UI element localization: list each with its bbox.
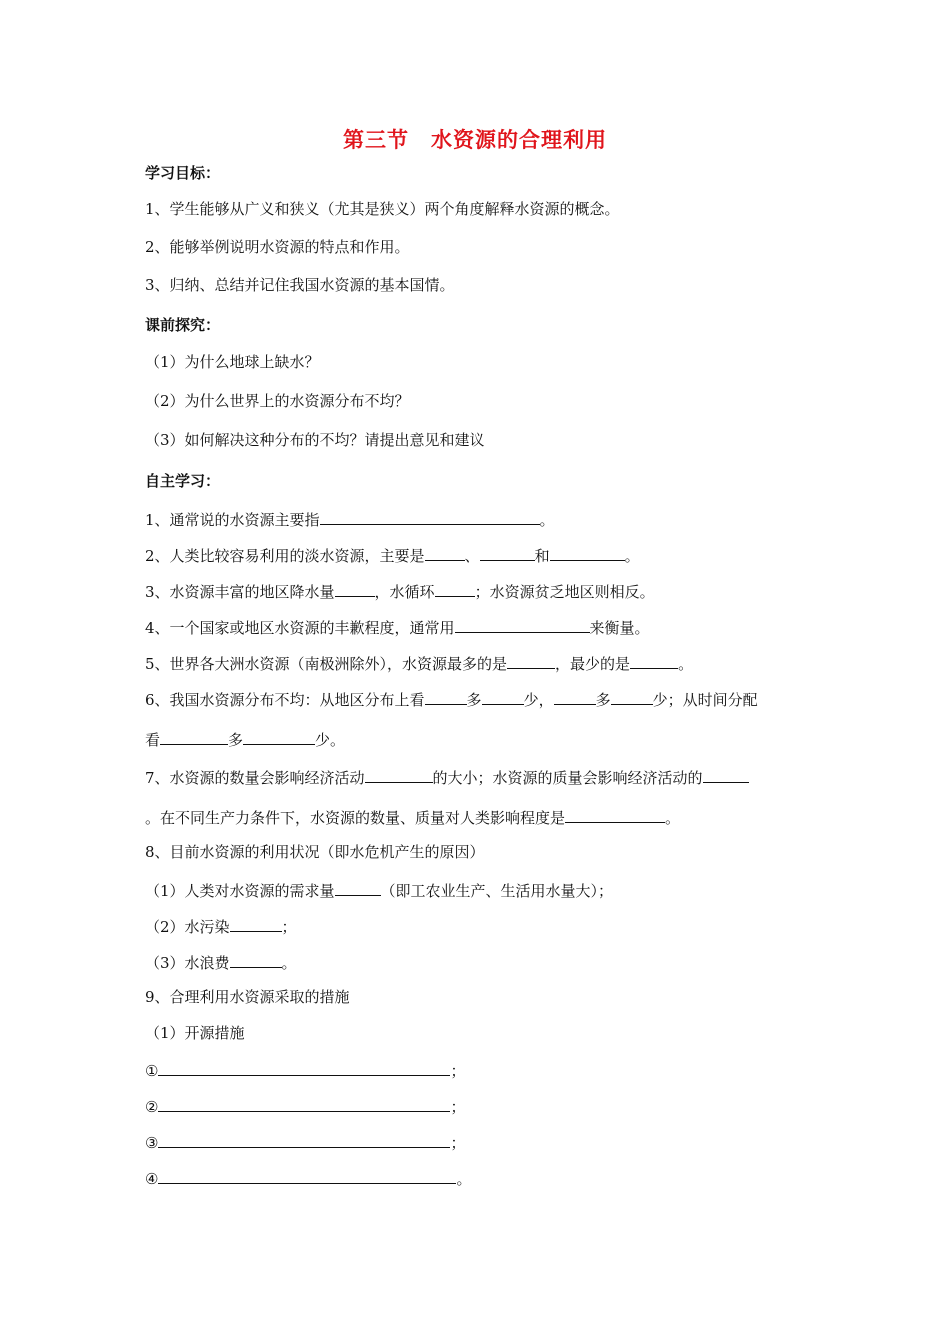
answer-blank[interactable]: [703, 766, 749, 783]
answer-blank[interactable]: [482, 688, 524, 705]
answer-blank[interactable]: [365, 766, 433, 783]
answer-blank[interactable]: [507, 652, 555, 669]
objective-2: 2、能够举例说明水资源的特点和作用。: [145, 238, 410, 256]
answer-blank[interactable]: [335, 879, 381, 896]
answer-blank[interactable]: [230, 915, 282, 932]
answer-blank[interactable]: [630, 652, 678, 669]
preview-question-2: （2）为什么世界上的水资源分布不均？: [145, 392, 410, 410]
question-6-continued: 看 多 少。: [145, 728, 345, 750]
answer-blank[interactable]: [243, 728, 315, 745]
answer-blank[interactable]: [160, 728, 228, 745]
answer-blank[interactable]: [435, 580, 475, 597]
question-4: 4、一个国家或地区水资源的丰歉程度，通常用 来衡量。: [145, 616, 650, 638]
question-7-continued: 。在不同生产力条件下，水资源的数量、质量对人类影响程度是 。: [145, 806, 680, 828]
question-8-item-3: （3）水浪费 。: [145, 951, 297, 973]
measure-line-3: ③ ；: [145, 1131, 465, 1153]
answer-blank[interactable]: [554, 688, 596, 705]
objectives-heading: 学习目标：: [145, 164, 221, 182]
answer-blank[interactable]: [611, 688, 653, 705]
answer-blank[interactable]: [425, 688, 467, 705]
answer-blank[interactable]: [455, 616, 590, 633]
answer-blank[interactable]: [158, 1095, 450, 1112]
question-8-title: 8、目前水资源的利用状况（即水危机产生的原因）: [145, 843, 485, 861]
question-7: 7、水资源的数量会影响经济活动 的大小；水资源的质量会影响经济活动的: [145, 766, 749, 788]
question-3: 3、水资源丰富的地区降水量 ，水循环 ；水资源贫乏地区则相反。: [145, 580, 655, 602]
question-8-item-1: （1）人类对水资源的需求量 （即工农业生产、生活用水量大）；: [145, 879, 613, 901]
measure-line-4: ④ 。: [145, 1167, 471, 1189]
answer-blank[interactable]: [425, 544, 465, 561]
preview-question-1: （1）为什么地球上缺水？: [145, 353, 320, 371]
question-6: 6、我国水资源分布不均：从地区分布上看 多 少， 多 少；从时间分配: [145, 688, 758, 710]
objective-3: 3、归纳、总结并记住我国水资源的基本国情。: [145, 276, 455, 294]
question-9-title: 9、合理利用水资源采取的措施: [145, 988, 350, 1006]
question-5: 5、世界各大洲水资源（南极洲除外），水资源最多的是 ，最少的是 。: [145, 652, 693, 674]
section-number: 第三节: [343, 128, 409, 152]
measure-line-1: ① ；: [145, 1059, 465, 1081]
question-2: 2、人类比较容易利用的淡水资源，主要是 、 和 。: [145, 544, 640, 566]
objective-1: 1、学生能够从广义和狭义（尤其是狭义）两个角度解释水资源的概念。: [145, 200, 620, 218]
section-topic: 水资源的合理利用: [431, 128, 607, 152]
answer-blank[interactable]: [230, 951, 282, 968]
answer-blank[interactable]: [320, 508, 540, 525]
answer-blank[interactable]: [335, 580, 375, 597]
answer-blank[interactable]: [550, 544, 625, 561]
self-study-heading: 自主学习：: [145, 472, 221, 490]
preview-heading: 课前探究：: [145, 316, 221, 334]
answer-blank[interactable]: [158, 1059, 450, 1076]
question-1: 1、通常说的水资源主要指 。: [145, 508, 555, 530]
answer-blank[interactable]: [480, 544, 535, 561]
question-9-subtitle: （1）开源措施: [145, 1024, 245, 1042]
answer-blank[interactable]: [565, 806, 665, 823]
page-title: [0, 124, 950, 154]
answer-blank[interactable]: [158, 1131, 450, 1148]
preview-question-3: （3）如何解决这种分布的不均？请提出意见和建议: [145, 431, 485, 449]
measure-line-2: ② ；: [145, 1095, 465, 1117]
question-8-item-2: （2）水污染 ；: [145, 915, 297, 937]
answer-blank[interactable]: [158, 1167, 456, 1184]
